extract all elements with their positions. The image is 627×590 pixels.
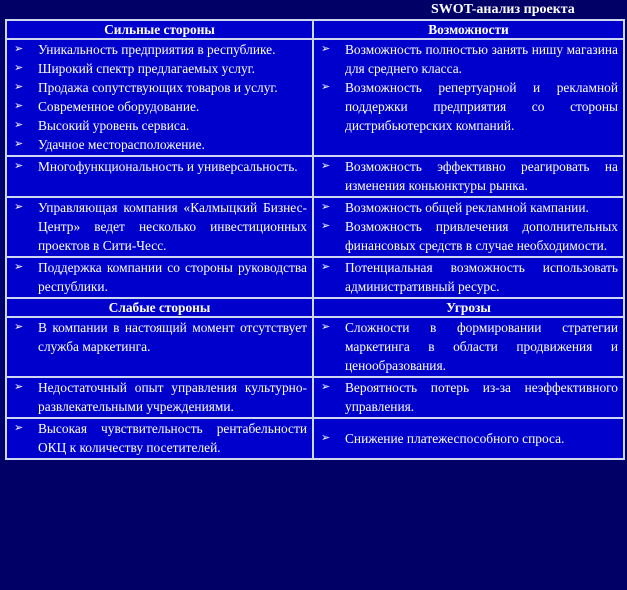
- table-row: [6, 377, 624, 418]
- table-row: [6, 197, 624, 257]
- list-item: ➢ Поддержка компании со стороны руководства республики.: [14, 260, 307, 294]
- strengths-list: [12, 40, 307, 154]
- strengths-cell: [6, 197, 313, 257]
- arrow-bullet-icon: ➢: [14, 201, 24, 213]
- list-item: ➢ Современное оборудование.: [14, 99, 200, 114]
- table-row: [6, 39, 624, 156]
- list-item: ➢ Недостаточный опыт управления культурно-развлекательными учреждениями.: [14, 380, 307, 414]
- list-item: ➢ Удачное месторасположение.: [14, 137, 205, 152]
- list-item: ➢ Снижение платежеспособного спроса.: [321, 430, 565, 446]
- arrow-bullet-icon: ➢: [14, 261, 24, 273]
- arrow-bullet-icon: ➢: [14, 321, 24, 333]
- arrow-bullet-icon: ➢: [14, 62, 24, 74]
- header-opportunities: Возможности: [313, 20, 624, 39]
- arrow-bullet-icon: ➢: [14, 119, 24, 131]
- header-strengths: Сильные стороны: [6, 20, 313, 39]
- weaknesses-cell: [6, 418, 313, 459]
- list-item: ➢ Управляющая компания «Калмыцкий Бизнес-Центр» ведет несколько инвестиционных проектов в Сити-Чесс.: [14, 200, 307, 253]
- header-row-top: [6, 20, 624, 39]
- header-threats: Угрозы: [313, 298, 624, 317]
- list-item: ➢ Высокий уровень сервиса.: [14, 118, 190, 133]
- opportunities-cell: [313, 197, 624, 257]
- list-item: ➢ Широкий спектр предлагаемых услуг.: [14, 61, 255, 76]
- strengths-cell: [6, 257, 313, 298]
- opportunities-cell: [313, 156, 624, 197]
- header-row-bottom: [6, 298, 624, 317]
- threats-cell: [313, 377, 624, 418]
- threats-cell: [313, 317, 624, 377]
- list-item: ➢ Возможность репертуарной и рекламной поддержки предприятия со стороны дистрибьютерских компаний.: [321, 80, 618, 133]
- table-row: [6, 317, 624, 377]
- arrow-bullet-icon: ➢: [14, 43, 24, 55]
- arrow-bullet-icon: ➢: [321, 201, 331, 213]
- opportunities-cell: [313, 257, 624, 298]
- list-item: ➢ Уникальность предприятия в республике.: [14, 42, 276, 57]
- list-item: ➢ Потенциальная возможность использовать административный ресурс.: [321, 260, 618, 294]
- arrow-bullet-icon: ➢: [14, 81, 24, 93]
- list-item: ➢ Высокая чувствительность рентабельности ОКЦ к количеству посетителей.: [14, 421, 307, 455]
- arrow-bullet-icon: ➢: [321, 381, 331, 393]
- swot-table: [5, 19, 625, 460]
- list-item: ➢ Возможность эффективно реагировать на изменения коньюнктуры рынка.: [321, 159, 618, 193]
- header-weaknesses: Слабые стороны: [6, 298, 313, 317]
- arrow-bullet-icon: ➢: [14, 160, 24, 172]
- arrow-bullet-icon: ➢: [321, 81, 331, 93]
- arrow-bullet-icon: ➢: [321, 261, 331, 273]
- arrow-bullet-icon: ➢: [14, 100, 24, 112]
- threats-cell: [313, 418, 624, 459]
- strengths-cell: [6, 156, 313, 197]
- opportunities-cell: [313, 39, 624, 156]
- table-row: [6, 418, 624, 459]
- arrow-bullet-icon: ➢: [14, 422, 24, 434]
- list-item: ➢ Вероятность потерь из-за неэффективного управления.: [321, 380, 618, 414]
- list-item: ➢ Продажа сопутствующих товаров и услуг.: [14, 80, 278, 95]
- page-title: SWOT-анализ проекта: [431, 2, 575, 17]
- arrow-bullet-icon: ➢: [14, 381, 24, 393]
- arrow-bullet-icon: ➢: [321, 43, 331, 55]
- list-item: ➢ Возможность привлечения дополнительных финансовых средств в случае необходимости.: [321, 219, 618, 253]
- arrow-bullet-icon: ➢: [321, 220, 331, 232]
- weaknesses-cell: [6, 317, 313, 377]
- table-row: [6, 257, 624, 298]
- arrow-bullet-icon: ➢: [321, 160, 331, 172]
- arrow-bullet-icon: ➢: [321, 321, 331, 333]
- weaknesses-cell: [6, 377, 313, 418]
- strengths-cell: [6, 39, 313, 156]
- arrow-bullet-icon: ➢: [14, 138, 24, 150]
- arrow-bullet-icon: ➢: [321, 431, 331, 444]
- list-item: ➢ В компании в настоящий момент отсутствует служба маркетинга.: [14, 320, 307, 354]
- table-row: [6, 156, 624, 197]
- list-item: ➢ Возможность полностью занять нишу магазина для среднего класса.: [321, 42, 618, 76]
- list-item: ➢ Возможность общей рекламной кампании.: [321, 200, 589, 215]
- list-item: ➢ Сложности в формировании стратегии маркетинга в области продвижения и ценообразования.: [321, 320, 618, 373]
- list-item: ➢ Многофункциональность и универсальность.: [14, 159, 298, 174]
- opportunities-list: [319, 40, 618, 135]
